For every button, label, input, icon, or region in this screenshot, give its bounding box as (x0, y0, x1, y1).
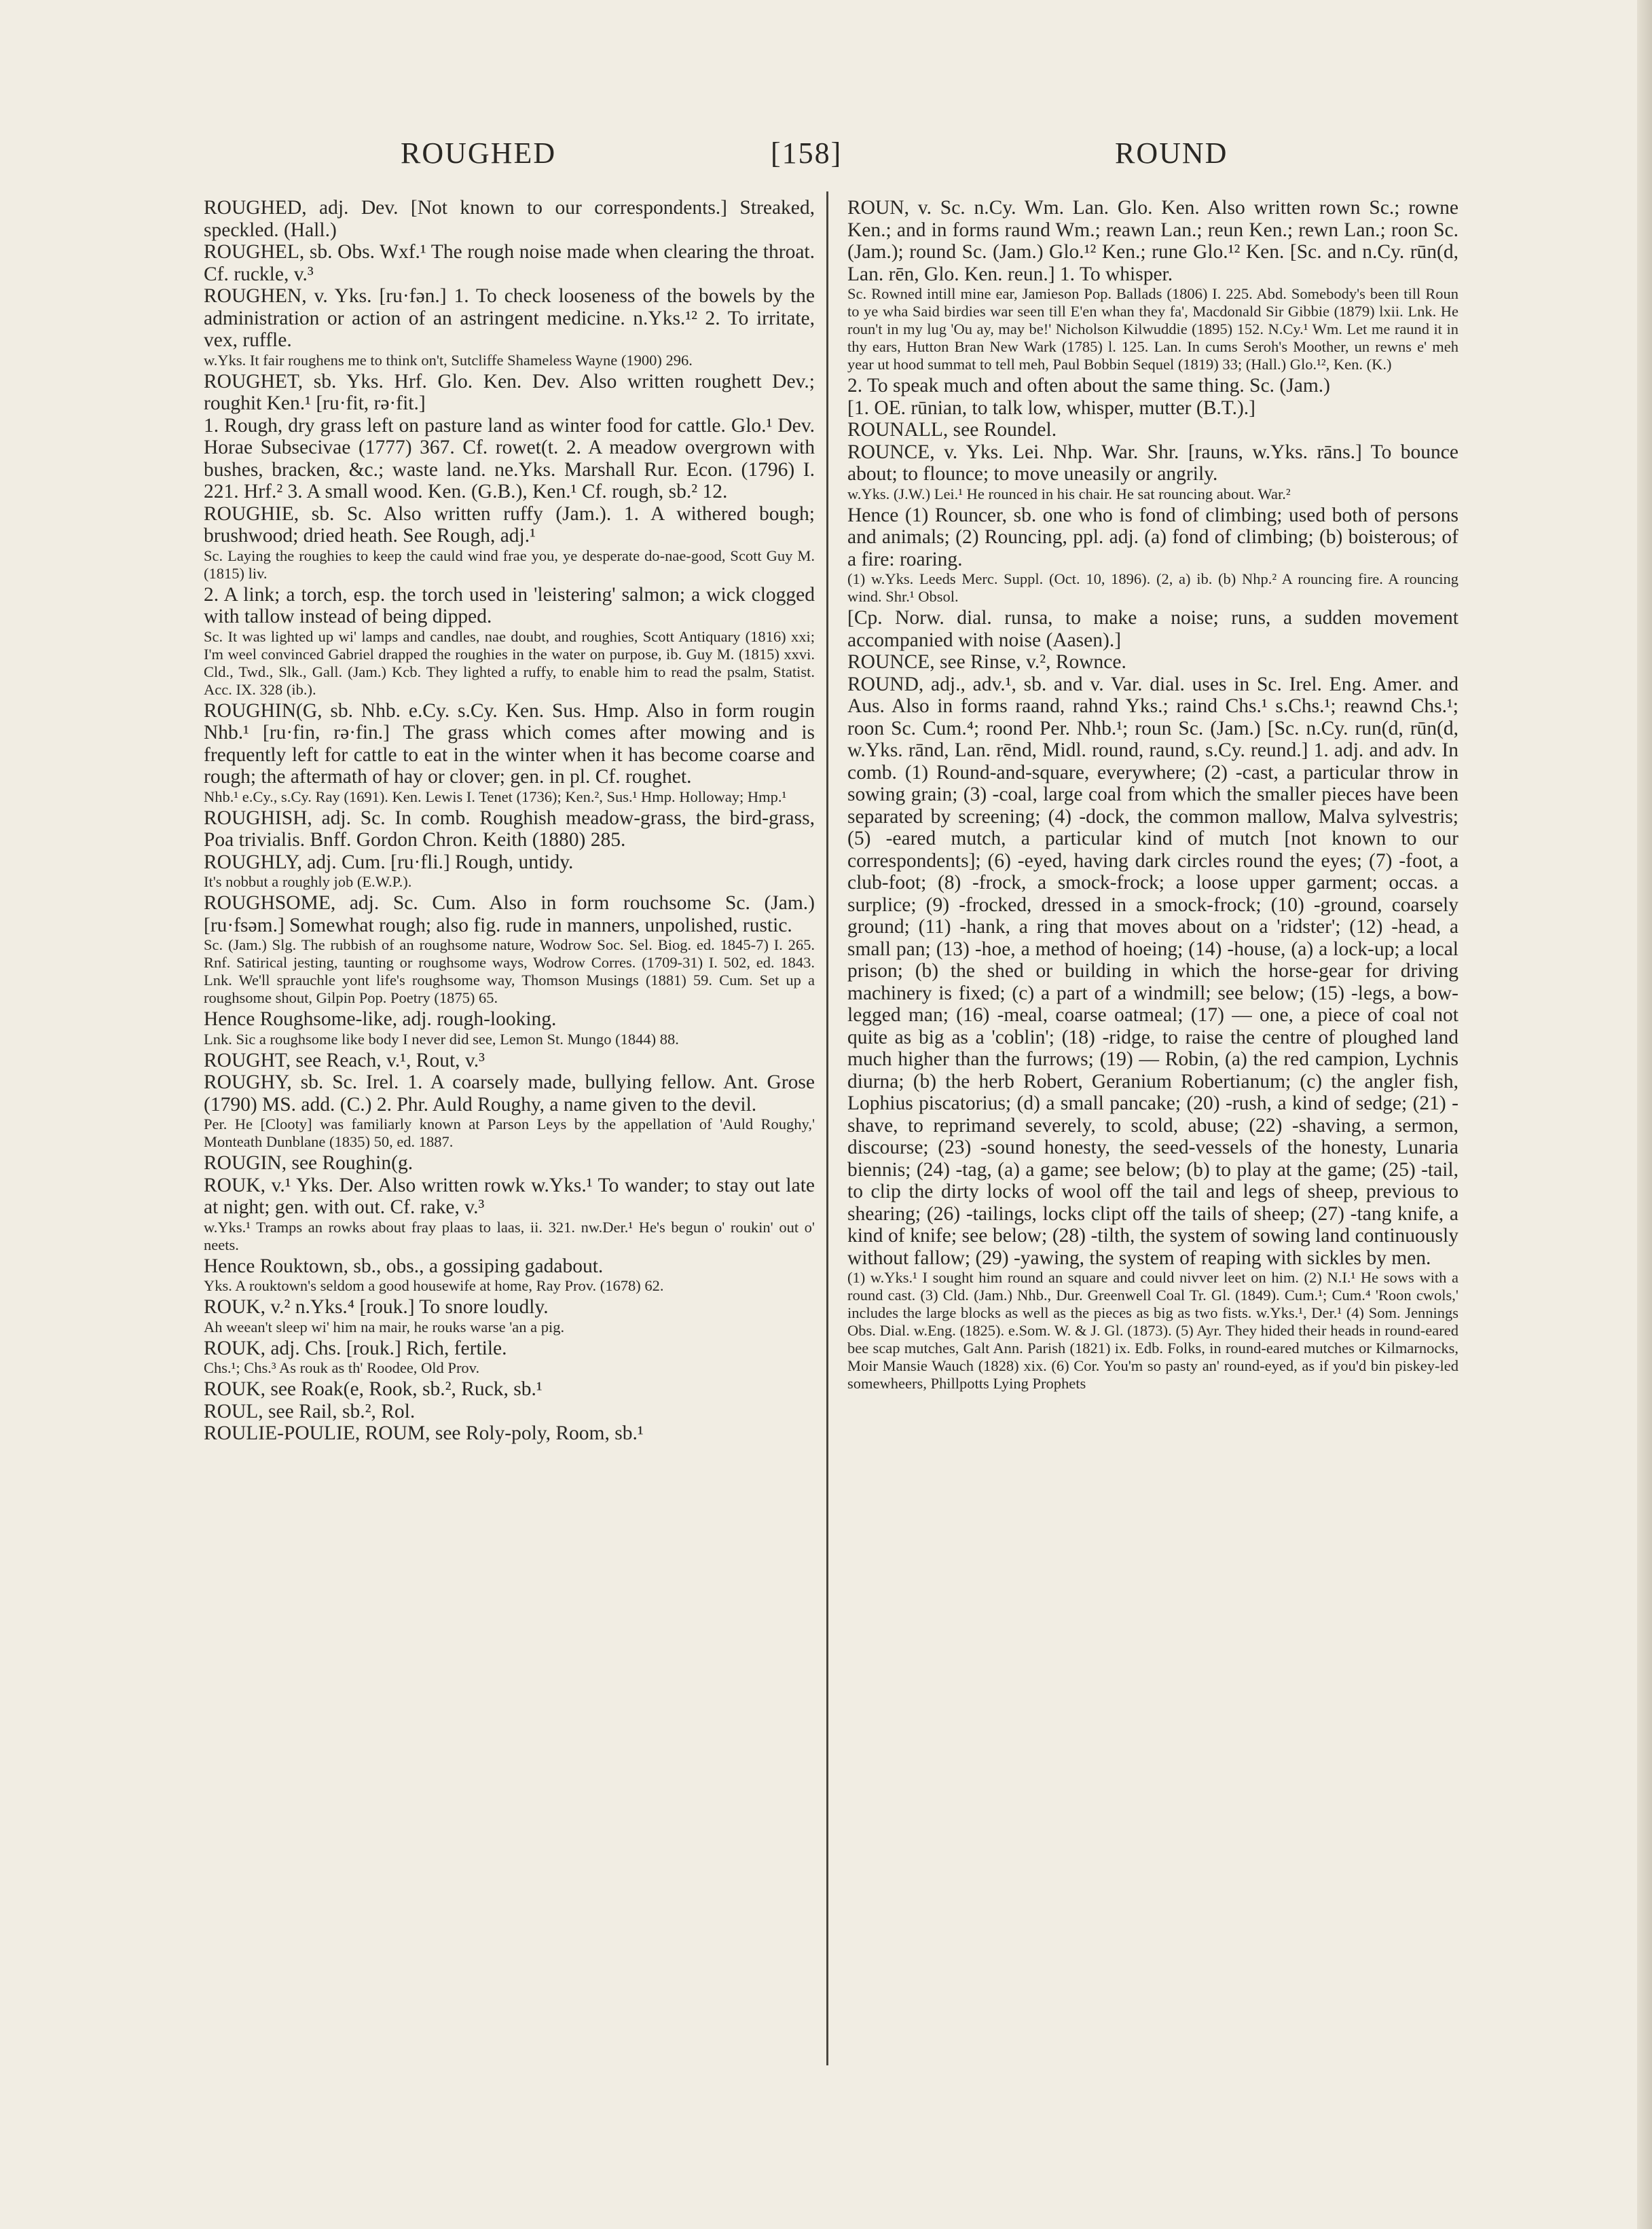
citation: w.Yks. It fair roughens me to think on't, Sutcliffe Shameless Wayne (1900) 296. (204, 351, 693, 369)
right-column (847, 197, 1458, 2071)
citation: w.Yks. (J.W.) Lei.¹ He rounced in his chair. He sat rouncing about. War.² (847, 485, 1291, 502)
dictionary-entry: ROUL, see Rail, sb.², Rol. (204, 1400, 416, 1422)
dictionary-entry: ROUGHISH, adj. Sc. In comb. Roughish meadow-grass, the bird-grass, Poa trivialis. Bnff. Gordon Chron. Keith (1880) 285. (204, 807, 815, 851)
entry-paragraph: 1. Rough, dry grass left on pasture land as winter food for cattle. Glo.¹ Dev. Horae Subsecivae (1777) 367. Cf. rowet(t. 2. A meadow overgrown with bushes, bracken, &c.; waste land. ne.Yks. Marshall Rur. Econ. (1796) I. 221. Hrf.² 3. A small wood. Ken. (G.B.), Ken.¹ Cf. rough, sb.² 12. (204, 414, 815, 502)
page-edge (1637, 0, 1652, 2229)
dictionary-entry: ROUNALL, see Roundel. (847, 419, 1057, 441)
entry-paragraph: [Cp. Norw. dial. runsa, to make a noise; runs, a sudden movement accompanied with noise (Aasen).] (847, 607, 1458, 651)
dictionary-entry: ROUK, see Roak(e, Rook, sb.², Ruck, sb.¹ (204, 1378, 543, 1400)
citation: Sc. Laying the roughies to keep the cauld wind frae you, ye desperate do-nae-good, Scott Guy M. (1815) liv. (204, 547, 815, 582)
citation: (1) w.Yks. Leeds Merc. Suppl. (Oct. 10, 1896). (2, a) ib. (b) Nhp.² A rouncing fire. A rouncing wind. Shr.¹ Obsol. (847, 570, 1458, 605)
dictionary-entry: ROUK, v.¹ Yks. Der. Also written rowk w.Yks.¹ To wander; to stay out late at night; gen. with out. Cf. rake, v.³ (204, 1174, 815, 1218)
column-divider (826, 191, 828, 2065)
citation: Nhb.¹ e.Cy., s.Cy. Ray (1691). Ken. Lewis I. Tenet (1736); Ken.², Sus.¹ Hmp. Holloway; Hmp.¹ (204, 788, 787, 805)
dictionary-entry: ROULIE-POULIE, ROUM, see Roly-poly, Room, sb.¹ (204, 1422, 644, 1444)
dictionary-entry: ROUNCE, v. Yks. Lei. Nhp. War. Shr. [rauns, w.Yks. rāns.] To bounce about; to flounce; to move uneasily or angrily. (847, 441, 1458, 485)
citation: It's nobbut a roughly job (E.W.P.). (204, 873, 412, 890)
citation: Lnk. Sic a roughsome like body I never did see, Lemon St. Mungo (1844) 88. (204, 1030, 679, 1048)
dictionary-entry: ROUN, v. Sc. n.Cy. Wm. Lan. Glo. Ken. Also written rown Sc.; rowne Ken.; and in forms raund Wm.; reawn Lan.; reun Ken.; rewn Lan.; roon Sc. (Jam.); round Sc. (Jam.) Glo.¹² Ken.; rune Glo.¹² Ken. [Sc. and n.Cy. rūn(d, Lan. rēn, Glo. Ken. reun.] 1. To whisper. (847, 197, 1458, 285)
dictionary-entry: ROUK, adj. Chs. [rouk.] Rich, fertile. (204, 1337, 507, 1359)
dictionary-entry: ROUGHIN(G, sb. Nhb. e.Cy. s.Cy. Ken. Sus. Hmp. Also in form rougin Nhb.¹ [ru·fin, rə·fin.] The grass which comes after mowing and is frequently left for cattle to eat in the winter when it has become coarse and rough; the aftermath of hay or clover; gen. in pl. Cf. roughet. (204, 699, 815, 788)
citation: Sc. Rowned intill mine ear, Jamieson Pop. Ballads (1806) I. 225. Abd. Somebody's been till Roun to ye wha Said birdies war seen till E'en whan they fa', Macdonald Sir Gibbie (1879) lxii. Lnk. He roun't in my lug 'Ou ay, may be!' Nicholson Kilwuddie (1895) 152. N.Cy.¹ Wm. Let me raund it in thy ears, Hutton Bran New Wark (1785) l. 125. Lan. In cums Seroh's Moother, un rewns e' meh year ut hood summat to tell meh, Paul Bobbin Sequel (1819) 33; (Hall.) Glo.¹², Ken. (K.) (847, 285, 1458, 373)
citation: w.Yks.¹ Tramps an rowks about fray plaas to laas, ii. 321. nw.Der.¹ He's begun o' roukin' out o' neets. (204, 1218, 815, 1253)
dictionary-entry: ROUGHEL, sb. Obs. Wxf.¹ The rough noise made when clearing the throat. Cf. ruckle, v.³ (204, 241, 815, 285)
dictionary-entry: ROUGHIE, sb. Sc. Also written ruffy (Jam.). 1. A withered bough; brushwood; dried heath. See Rough, adj.¹ (204, 502, 815, 547)
entry-paragraph: Hence Rouktown, sb., obs., a gossiping gadabout. (204, 1255, 604, 1277)
citation: (1) w.Yks.¹ I sought him round an square and could nivver leet on him. (2) N.I.¹ He sows with a round cast. (3) Cld. (Jam.) Nhb., Dur. Greenwell Coal Tr. Gl. (1849). Cum.¹; Cum.⁴ 'Roon cwols,' includes the large blocks as well as the pieces as big as two fists. w.Yks.¹, Der.¹ (4) Som. Jennings Obs. Dial. w.Eng. (1825). e.Som. W. & J. Gl. (1873). (5) Ayr. They hided their heads in round-eared bee scap mutches, Galt Ann. Parish (1821) ix. Edb. Folks, in round-eared mutches or Kilmarnocks, Moir Mansie Wauch (1828) xix. (6) Cor. You'm so pasty an' round-eyed, as if you'd bin piskey-led somewheers, Phillpotts Lying Prophets (847, 1269, 1458, 1392)
citation: Sc. It was lighted up wi' lamps and candles, nae doubt, and roughies, Scott Antiquary (1816) xxi; I'm weel convinced Gabriel drapped the roughies in the water on purpose, ib. Guy M. (1815) xxvi. Cld., Twd., Slk., Gall. (Jam.) Kcb. They lighted a ruffy, to enable him to read the psalm, Statist. Acc. IX. 328 (ib.). (204, 627, 815, 698)
citation: Per. He [Clooty] was familiarly known at Parson Leys by the appellation of 'Auld Roughy,' Monteath Dunblane (1835) 50, ed. 1887. (204, 1116, 815, 1150)
dictionary-entry: ROUGHSOME, adj. Sc. Cum. Also in form rouchsome Sc. (Jam.) [ru·fsəm.] Somewhat rough; also fig. rude in manners, unpolished, rustic. (204, 892, 815, 936)
dictionary-entry: ROUK, v.² n.Yks.⁴ [rouk.] To snore loudly. (204, 1296, 549, 1318)
entry-paragraph: 2. A link; a torch, esp. the torch used in 'leistering' salmon; a wick clogged with tallow instead of being dipped. (204, 583, 815, 627)
dictionary-entry: ROUGHLY, adj. Cum. [ru·fli.] Rough, untidy. (204, 851, 574, 873)
dictionary-entry: ROUGHET, sb. Yks. Hrf. Glo. Ken. Dev. Also written roughett Dev.; roughit Ken.¹ [ru·fit, rə·fit.] (204, 370, 815, 414)
dictionary-entry: ROUNCE, see Rinse, v.², Rownce. (847, 651, 1126, 673)
entry-paragraph: Hence (1) Rouncer, sb. one who is fond of climbing; used both of persons and animals; (2) Rouncing, ppl. adj. (a) fond of climbing; (b) boisterous; of a fire: roaring. (847, 504, 1458, 570)
dictionary-entry: ROUGHT, see Reach, v.¹, Rout, v.³ (204, 1049, 485, 1071)
running-header (204, 136, 1467, 183)
dictionary-entry: ROUND, adj., adv.¹, sb. and v. Var. dial. uses in Sc. Irel. Eng. Amer. and Aus. Also in forms raand, rahnd Yks.; raind Chs.¹ s.Chs.¹; reawnd Chs.¹; roon Sc. Cum.⁴; roond Per. Nhb.¹; roun Sc. (Jam.) [Sc. n.Cy. run(d, rūn(d, w.Yks. rānd, Lan. rēnd, Midl. round, raund, s.Cy. reund.] 1. adj. and adv. In comb. (1) Round-and-square, everywhere; (2) -cast, a particular throw in sowing grain; (3) -coal, large coal from which the smaller pieces have been separated by screening; (4) -dock, the common mallow, Malva sylvestris; (5) -eared mutch, a particular kind of mutch [not known to our correspondents]; (6) -eyed, having dark circles round the eyes; (7) -foot, a club-foot; (8) -frock, a smock-frock; a loose upper garment; occas. a surplice; (9) -frocked, dressed in a smock-frock; (10) -ground, coarsely ground; (11) -hank, a ring that moves about on a 'ridster'; (12) -head, a small pan; (13) -hoe, a method of hoeing; (14) -house, (a) a lock-up; a local prison; (b) the shed or building in which the horse-gear for driving machinery is fixed; (c) a part of a windmill; see below; (15) -legs, a bow-legged man; (16) -meal, coarse oatmeal; (17) — one, a piece of coal not quite as big as a 'coblin'; (18) -ridge, to raise the centre of ploughed land much higher than the furrows; (19) — Robin, (a) the red campion, Lychnis diurna; (b) the herb Robert, Geranium Robertianum; (c) the angler fish, Lophius piscatorius; (d) a small pancake; (20) -rush, a kind of sedge; (21) -shave, to reprimand severely, to scold, abuse; (22) -shaving, a sermon, discourse; (23) -sound honesty, the seed-vessels of the honesty, Lunaria biennis; (24) -tag, (a) a game; see below; (b) to play at the game; (25) -tail, to clip the dirty locks of wool off the tail and legs of sheep, previous to shearing; (26) -tailings, locks clipt off the tails of sheep; (27) -tang knife, a kind of knife; see below; (28) -tilth, the system of sowing land continuously without fallow; (29) -yawing, the system of reaping with sickles by men. (847, 673, 1458, 1269)
citation: Ah weean't sleep wi' him na mair, he rouks warse 'an a pig. (204, 1318, 565, 1335)
entry-paragraph: 2. To speak much and often about the same thing. Sc. (Jam.) (847, 375, 1330, 397)
entry-paragraph: [1. OE. rūnian, to talk low, whisper, mutter (B.T.).] (847, 397, 1255, 419)
page-number: [158] (771, 136, 843, 170)
header-left-word: ROUGHED (401, 136, 557, 170)
header-right-word: ROUND (1115, 136, 1228, 170)
entry-paragraph: Hence Roughsome-like, adj. rough-looking. (204, 1008, 557, 1030)
citation: Sc. (Jam.) Slg. The rubbish of an roughsome nature, Wodrow Soc. Sel. Biog. ed. 1845-7) I. 265. Rnf. Satirical jesting, taunting or roughsome ways, Wodrow Corres. (1709-31) I. 502, ed. 1843. Lnk. We'll sprauchle yont life's roughsome way, Thomson Musings (1881) 59. Cum. Set up a roughsome shout, Gilpin Pop. Poetry (1875) 65. (204, 936, 815, 1006)
citation: Chs.¹; Chs.³ As rouk as th' Roodee, Old Prov. (204, 1359, 480, 1376)
left-column (204, 197, 815, 2071)
dictionary-entry: ROUGIN, see Roughin(g. (204, 1152, 414, 1174)
dictionary-entry: ROUGHY, sb. Sc. Irel. 1. A coarsely made, bullying fellow. Ant. Grose (1790) MS. add. (C.) 2. Phr. Auld Roughy, a name given to the devil. (204, 1071, 815, 1116)
dictionary-entry: ROUGHED, adj. Dev. [Not known to our correspondents.] Streaked, speckled. (Hall.) (204, 197, 815, 241)
dictionary-entry: ROUGHEN, v. Yks. [ru·fən.] 1. To check looseness of the bowels by the administration or action of an astringent medicine. n.Yks.¹² 2. To irritate, vex, ruffle. (204, 285, 815, 351)
citation: Yks. A rouktown's seldom a good housewife at home, Ray Prov. (1678) 62. (204, 1277, 664, 1294)
